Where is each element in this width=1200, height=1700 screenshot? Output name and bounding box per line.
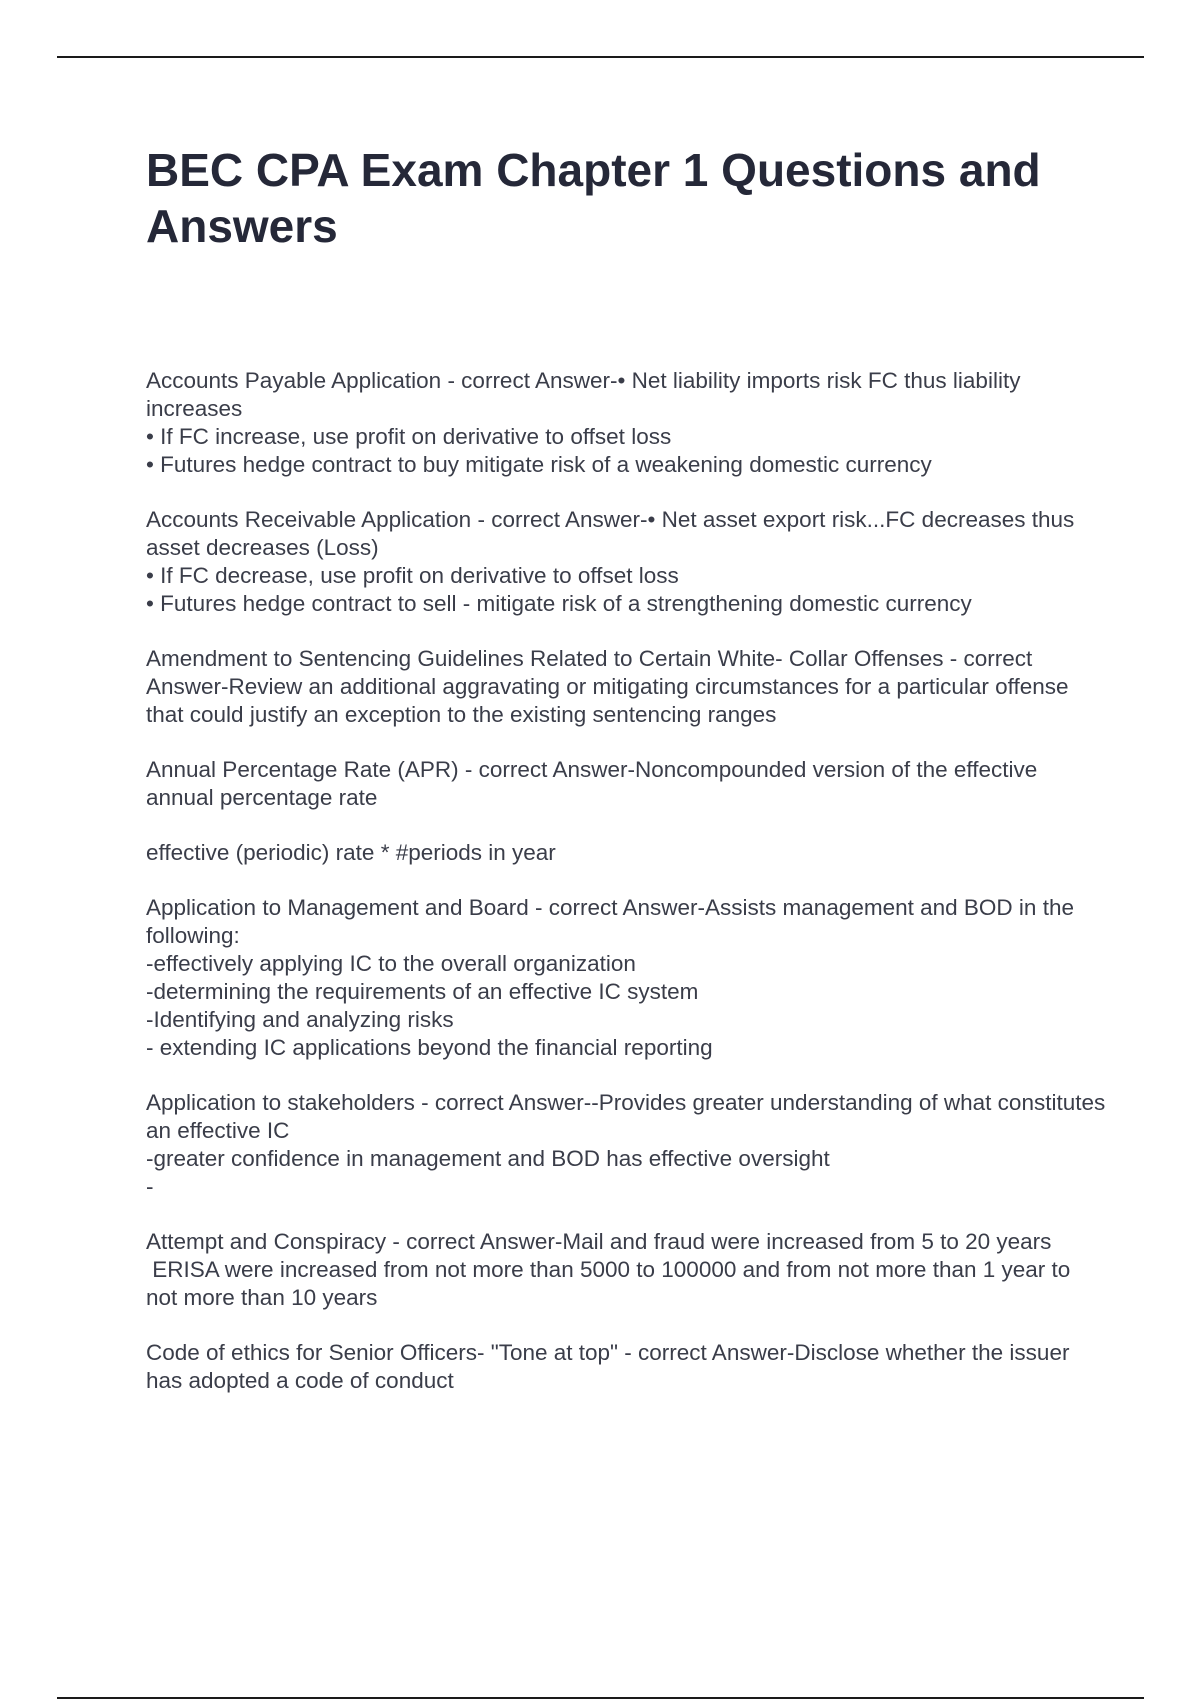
qa-entry-line: -Identifying and analyzing risks: [146, 1007, 454, 1032]
qa-entry: [146, 1339, 1106, 1395]
qa-entry-text: Application to stakeholders - correct Answer--Provides greater understanding of what constitutes an effective IC: [146, 1090, 1112, 1143]
qa-list: [146, 367, 1112, 1395]
bottom-rule: [57, 1697, 1144, 1699]
qa-entry-line: - extending IC applications beyond the financial reporting: [146, 1035, 713, 1060]
qa-entry: [146, 894, 1106, 1062]
qa-entry: [146, 756, 1106, 812]
qa-entry-text: Accounts Receivable Application - correct Answer-• Net asset export risk...FC decreases thus asset decreases (Loss): [146, 507, 1081, 560]
document-body: [146, 142, 1112, 1422]
qa-entry: [146, 506, 1106, 618]
qa-entry: [146, 367, 1106, 479]
qa-entry-text: effective (periodic) rate * #periods in year: [146, 840, 556, 865]
qa-entry-text: Annual Percentage Rate (APR) - correct Answer-Noncompounded version of the effective annual percentage rate: [146, 757, 1044, 810]
qa-entry-text: Application to Management and Board - correct Answer-Assists management and BOD in the following:: [146, 895, 1081, 948]
qa-entry-line: • Futures hedge contract to sell - mitigate risk of a strengthening domestic currency: [146, 591, 972, 616]
qa-entry-line: ERISA were increased from not more than 5000 to 100000 and from not more than 1 year to not more than 10 years: [146, 1257, 1077, 1310]
qa-entry-text: Attempt and Conspiracy - correct Answer-Mail and fraud were increased from 5 to 20 years: [146, 1229, 1052, 1254]
qa-entry-line: • If FC decrease, use profit on derivative to offset loss: [146, 563, 679, 588]
qa-entry-line: -effectively applying IC to the overall organization: [146, 951, 636, 976]
top-rule: [57, 56, 1144, 58]
qa-entry: [146, 1228, 1106, 1312]
qa-entry-line: -: [146, 1174, 154, 1199]
qa-entry: [146, 1089, 1112, 1201]
qa-entry-line: • If FC increase, use profit on derivative to offset loss: [146, 424, 672, 449]
qa-entry: [146, 839, 1106, 867]
qa-entry-text: Code of ethics for Senior Officers- "Tone at top" - correct Answer-Disclose whether the issuer has adopted a code of conduct: [146, 1340, 1076, 1393]
qa-entry-text: Amendment to Sentencing Guidelines Related to Certain White- Collar Offenses - correct Answer-Review an additional aggravating or mitigating circumstances for a particular offense that could justify an exception to the existing sentencing ranges: [146, 646, 1075, 727]
page-title: BEC CPA Exam Chapter 1 Questions and Answers: [146, 144, 1041, 252]
qa-entry-line: -greater confidence in management and BOD has effective oversight: [146, 1146, 830, 1171]
qa-entry-line: • Futures hedge contract to buy mitigate risk of a weakening domestic currency: [146, 452, 932, 477]
qa-entry-line: -determining the requirements of an effective IC system: [146, 979, 699, 1004]
qa-entry-text: Accounts Payable Application - correct Answer-• Net liability imports risk FC thus liability increases: [146, 368, 1027, 421]
qa-entry: [146, 645, 1106, 729]
